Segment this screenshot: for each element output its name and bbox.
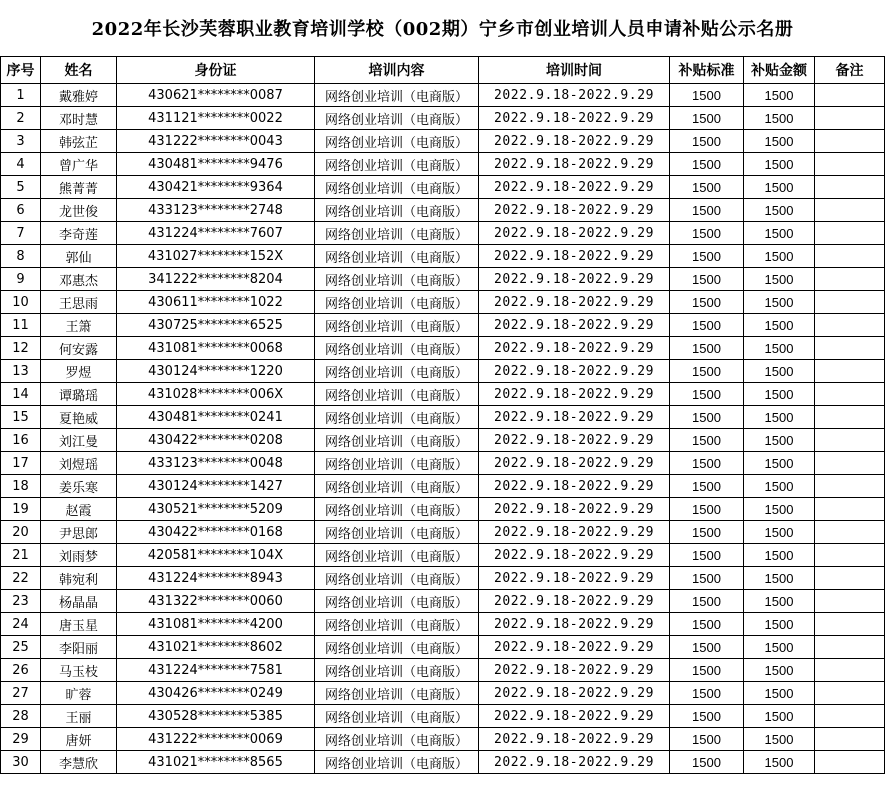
cell-course: 网络创业培训（电商版） bbox=[315, 590, 479, 613]
cell-training-time: 2022.9.18-2022.9.29 bbox=[479, 498, 670, 521]
cell-course: 网络创业培训（电商版） bbox=[315, 222, 479, 245]
cell-subsidy-standard: 1500 bbox=[670, 659, 744, 682]
cell-name: 郭仙 bbox=[41, 245, 117, 268]
cell-subsidy-amount: 1500 bbox=[744, 590, 815, 613]
cell-subsidy-amount: 1500 bbox=[744, 659, 815, 682]
cell-training-time: 2022.9.18-2022.9.29 bbox=[479, 337, 670, 360]
cell-name: 韩宛利 bbox=[41, 567, 117, 590]
cell-id-number: 431021********8565 bbox=[117, 751, 315, 774]
cell-id-number: 431027********152X bbox=[117, 245, 315, 268]
cell-remark bbox=[815, 705, 885, 728]
cell-training-time: 2022.9.18-2022.9.29 bbox=[479, 406, 670, 429]
cell-subsidy-standard: 1500 bbox=[670, 544, 744, 567]
cell-remark bbox=[815, 544, 885, 567]
cell-course: 网络创业培训（电商版） bbox=[315, 360, 479, 383]
cell-subsidy-standard: 1500 bbox=[670, 130, 744, 153]
cell-remark bbox=[815, 406, 885, 429]
cell-training-time: 2022.9.18-2022.9.29 bbox=[479, 751, 670, 774]
cell-remark bbox=[815, 268, 885, 291]
cell-id-number: 431081********0068 bbox=[117, 337, 315, 360]
cell-remark bbox=[815, 613, 885, 636]
table-row bbox=[1, 199, 885, 222]
cell-training-time: 2022.9.18-2022.9.29 bbox=[479, 521, 670, 544]
cell-subsidy-amount: 1500 bbox=[744, 245, 815, 268]
cell-course: 网络创业培训（电商版） bbox=[315, 268, 479, 291]
cell-id-number: 430422********0208 bbox=[117, 429, 315, 452]
cell-training-time: 2022.9.18-2022.9.29 bbox=[479, 705, 670, 728]
cell-course: 网络创业培训（电商版） bbox=[315, 728, 479, 751]
cell-no: 25 bbox=[1, 636, 41, 659]
cell-remark bbox=[815, 751, 885, 774]
table-row bbox=[1, 452, 885, 475]
cell-id-number: 430481********9476 bbox=[117, 153, 315, 176]
cell-training-time: 2022.9.18-2022.9.29 bbox=[479, 84, 670, 107]
table-row bbox=[1, 383, 885, 406]
cell-course: 网络创业培训（电商版） bbox=[315, 498, 479, 521]
table-row bbox=[1, 613, 885, 636]
cell-remark bbox=[815, 636, 885, 659]
cell-course: 网络创业培训（电商版） bbox=[315, 291, 479, 314]
cell-subsidy-amount: 1500 bbox=[744, 751, 815, 774]
table-row bbox=[1, 314, 885, 337]
cell-id-number: 431224********7607 bbox=[117, 222, 315, 245]
cell-id-number: 430124********1220 bbox=[117, 360, 315, 383]
cell-no: 7 bbox=[1, 222, 41, 245]
table-row bbox=[1, 475, 885, 498]
cell-subsidy-standard: 1500 bbox=[670, 314, 744, 337]
cell-subsidy-standard: 1500 bbox=[670, 337, 744, 360]
cell-course: 网络创业培训（电商版） bbox=[315, 245, 479, 268]
cell-name: 韩弦芷 bbox=[41, 130, 117, 153]
cell-course: 网络创业培训（电商版） bbox=[315, 475, 479, 498]
cell-subsidy-amount: 1500 bbox=[744, 107, 815, 130]
cell-name: 曾广华 bbox=[41, 153, 117, 176]
table-row bbox=[1, 498, 885, 521]
cell-remark bbox=[815, 222, 885, 245]
cell-remark bbox=[815, 383, 885, 406]
cell-subsidy-amount: 1500 bbox=[744, 153, 815, 176]
col-header-standard: 补贴标准 bbox=[670, 57, 744, 84]
cell-training-time: 2022.9.18-2022.9.29 bbox=[479, 153, 670, 176]
table-row bbox=[1, 544, 885, 567]
cell-no: 27 bbox=[1, 682, 41, 705]
cell-subsidy-standard: 1500 bbox=[670, 475, 744, 498]
cell-name: 赵霞 bbox=[41, 498, 117, 521]
cell-remark bbox=[815, 429, 885, 452]
cell-training-time: 2022.9.18-2022.9.29 bbox=[479, 613, 670, 636]
cell-remark bbox=[815, 521, 885, 544]
cell-no: 26 bbox=[1, 659, 41, 682]
cell-subsidy-standard: 1500 bbox=[670, 751, 744, 774]
cell-no: 2 bbox=[1, 107, 41, 130]
cell-course: 网络创业培训（电商版） bbox=[315, 452, 479, 475]
cell-name: 马玉枝 bbox=[41, 659, 117, 682]
cell-subsidy-amount: 1500 bbox=[744, 475, 815, 498]
cell-name: 李奇莲 bbox=[41, 222, 117, 245]
cell-name: 尹思郎 bbox=[41, 521, 117, 544]
cell-training-time: 2022.9.18-2022.9.29 bbox=[479, 567, 670, 590]
cell-name: 王箫 bbox=[41, 314, 117, 337]
cell-remark bbox=[815, 107, 885, 130]
cell-subsidy-amount: 1500 bbox=[744, 222, 815, 245]
cell-subsidy-amount: 1500 bbox=[744, 130, 815, 153]
cell-subsidy-standard: 1500 bbox=[670, 107, 744, 130]
cell-training-time: 2022.9.18-2022.9.29 bbox=[479, 544, 670, 567]
cell-course: 网络创业培训（电商版） bbox=[315, 314, 479, 337]
cell-subsidy-amount: 1500 bbox=[744, 84, 815, 107]
col-header-course: 培训内容 bbox=[315, 57, 479, 84]
cell-name: 王思雨 bbox=[41, 291, 117, 314]
cell-training-time: 2022.9.18-2022.9.29 bbox=[479, 199, 670, 222]
cell-no: 3 bbox=[1, 130, 41, 153]
cell-no: 6 bbox=[1, 199, 41, 222]
cell-training-time: 2022.9.18-2022.9.29 bbox=[479, 383, 670, 406]
table-row bbox=[1, 337, 885, 360]
table-row bbox=[1, 728, 885, 751]
cell-name: 夏艳威 bbox=[41, 406, 117, 429]
cell-name: 王丽 bbox=[41, 705, 117, 728]
cell-training-time: 2022.9.18-2022.9.29 bbox=[479, 130, 670, 153]
cell-course: 网络创业培训（电商版） bbox=[315, 383, 479, 406]
cell-no: 29 bbox=[1, 728, 41, 751]
cell-subsidy-standard: 1500 bbox=[670, 84, 744, 107]
cell-name: 熊菁菁 bbox=[41, 176, 117, 199]
table-row bbox=[1, 84, 885, 107]
cell-no: 20 bbox=[1, 521, 41, 544]
cell-training-time: 2022.9.18-2022.9.29 bbox=[479, 590, 670, 613]
table-row bbox=[1, 659, 885, 682]
cell-id-number: 431081********4200 bbox=[117, 613, 315, 636]
cell-no: 1 bbox=[1, 84, 41, 107]
cell-course: 网络创业培训（电商版） bbox=[315, 705, 479, 728]
document-title: 2022年长沙芙蓉职业教育培训学校（002期）宁乡市创业培训人员申请补贴公示名册 bbox=[91, 19, 794, 40]
cell-subsidy-amount: 1500 bbox=[744, 636, 815, 659]
cell-course: 网络创业培训（电商版） bbox=[315, 337, 479, 360]
cell-no: 24 bbox=[1, 613, 41, 636]
cell-name: 罗煜 bbox=[41, 360, 117, 383]
cell-course: 网络创业培训（电商版） bbox=[315, 406, 479, 429]
cell-subsidy-amount: 1500 bbox=[744, 406, 815, 429]
cell-id-number: 431121********0022 bbox=[117, 107, 315, 130]
table-row bbox=[1, 682, 885, 705]
cell-no: 22 bbox=[1, 567, 41, 590]
cell-subsidy-standard: 1500 bbox=[670, 360, 744, 383]
cell-id-number: 341222********8204 bbox=[117, 268, 315, 291]
cell-subsidy-standard: 1500 bbox=[670, 406, 744, 429]
cell-subsidy-amount: 1500 bbox=[744, 291, 815, 314]
cell-course: 网络创业培训（电商版） bbox=[315, 429, 479, 452]
cell-course: 网络创业培训（电商版） bbox=[315, 636, 479, 659]
cell-id-number: 430611********1022 bbox=[117, 291, 315, 314]
cell-subsidy-standard: 1500 bbox=[670, 245, 744, 268]
cell-subsidy-standard: 1500 bbox=[670, 636, 744, 659]
cell-training-time: 2022.9.18-2022.9.29 bbox=[479, 107, 670, 130]
cell-name: 李慧欣 bbox=[41, 751, 117, 774]
subsidy-roster-table bbox=[0, 56, 885, 774]
cell-course: 网络创业培训（电商版） bbox=[315, 107, 479, 130]
cell-name: 邓时慧 bbox=[41, 107, 117, 130]
cell-id-number: 431222********0043 bbox=[117, 130, 315, 153]
cell-id-number: 431222********0069 bbox=[117, 728, 315, 751]
cell-training-time: 2022.9.18-2022.9.29 bbox=[479, 659, 670, 682]
cell-training-time: 2022.9.18-2022.9.29 bbox=[479, 268, 670, 291]
cell-training-time: 2022.9.18-2022.9.29 bbox=[479, 452, 670, 475]
table-header-row bbox=[1, 57, 885, 84]
cell-subsidy-standard: 1500 bbox=[670, 728, 744, 751]
cell-no: 21 bbox=[1, 544, 41, 567]
cell-no: 18 bbox=[1, 475, 41, 498]
cell-course: 网络创业培训（电商版） bbox=[315, 659, 479, 682]
col-header-id: 身份证 bbox=[117, 57, 315, 84]
cell-name: 李阳丽 bbox=[41, 636, 117, 659]
table-row bbox=[1, 567, 885, 590]
cell-training-time: 2022.9.18-2022.9.29 bbox=[479, 222, 670, 245]
cell-no: 30 bbox=[1, 751, 41, 774]
cell-course: 网络创业培训（电商版） bbox=[315, 84, 479, 107]
cell-subsidy-amount: 1500 bbox=[744, 452, 815, 475]
col-header-remark: 备注 bbox=[815, 57, 885, 84]
cell-subsidy-standard: 1500 bbox=[670, 176, 744, 199]
cell-remark bbox=[815, 314, 885, 337]
table-row bbox=[1, 245, 885, 268]
col-header-amount: 补贴金额 bbox=[744, 57, 815, 84]
cell-id-number: 430426********0249 bbox=[117, 682, 315, 705]
cell-id-number: 430621********0087 bbox=[117, 84, 315, 107]
cell-subsidy-amount: 1500 bbox=[744, 176, 815, 199]
cell-no: 11 bbox=[1, 314, 41, 337]
cell-no: 8 bbox=[1, 245, 41, 268]
cell-id-number: 430124********1427 bbox=[117, 475, 315, 498]
table-row bbox=[1, 153, 885, 176]
cell-no: 15 bbox=[1, 406, 41, 429]
cell-course: 网络创业培训（电商版） bbox=[315, 199, 479, 222]
table-row bbox=[1, 268, 885, 291]
cell-id-number: 430422********0168 bbox=[117, 521, 315, 544]
cell-subsidy-standard: 1500 bbox=[670, 452, 744, 475]
table-row bbox=[1, 429, 885, 452]
cell-no: 28 bbox=[1, 705, 41, 728]
cell-subsidy-amount: 1500 bbox=[744, 268, 815, 291]
cell-training-time: 2022.9.18-2022.9.29 bbox=[479, 360, 670, 383]
cell-subsidy-standard: 1500 bbox=[670, 705, 744, 728]
cell-subsidy-standard: 1500 bbox=[670, 590, 744, 613]
cell-id-number: 430481********0241 bbox=[117, 406, 315, 429]
cell-id-number: 431028********006X bbox=[117, 383, 315, 406]
cell-id-number: 430521********5209 bbox=[117, 498, 315, 521]
cell-name: 姜乐寒 bbox=[41, 475, 117, 498]
cell-subsidy-standard: 1500 bbox=[670, 153, 744, 176]
cell-subsidy-amount: 1500 bbox=[744, 705, 815, 728]
cell-training-time: 2022.9.18-2022.9.29 bbox=[479, 728, 670, 751]
cell-name: 戴雅婷 bbox=[41, 84, 117, 107]
cell-subsidy-amount: 1500 bbox=[744, 728, 815, 751]
cell-name: 龙世俊 bbox=[41, 199, 117, 222]
table-row bbox=[1, 176, 885, 199]
table-row bbox=[1, 360, 885, 383]
cell-course: 网络创业培训（电商版） bbox=[315, 613, 479, 636]
cell-training-time: 2022.9.18-2022.9.29 bbox=[479, 245, 670, 268]
cell-subsidy-amount: 1500 bbox=[744, 314, 815, 337]
cell-name: 谭璐瑶 bbox=[41, 383, 117, 406]
cell-training-time: 2022.9.18-2022.9.29 bbox=[479, 291, 670, 314]
cell-subsidy-amount: 1500 bbox=[744, 682, 815, 705]
cell-name: 旷蓉 bbox=[41, 682, 117, 705]
cell-remark bbox=[815, 245, 885, 268]
cell-remark bbox=[815, 659, 885, 682]
cell-name: 刘煜瑶 bbox=[41, 452, 117, 475]
cell-subsidy-standard: 1500 bbox=[670, 199, 744, 222]
cell-subsidy-standard: 1500 bbox=[670, 383, 744, 406]
cell-course: 网络创业培训（电商版） bbox=[315, 567, 479, 590]
cell-remark bbox=[815, 728, 885, 751]
col-header-no: 序号 bbox=[1, 57, 41, 84]
cell-remark bbox=[815, 475, 885, 498]
cell-no: 10 bbox=[1, 291, 41, 314]
cell-training-time: 2022.9.18-2022.9.29 bbox=[479, 176, 670, 199]
table-row bbox=[1, 590, 885, 613]
cell-subsidy-standard: 1500 bbox=[670, 613, 744, 636]
cell-no: 9 bbox=[1, 268, 41, 291]
cell-id-number: 431224********7581 bbox=[117, 659, 315, 682]
cell-id-number: 420581********104X bbox=[117, 544, 315, 567]
cell-course: 网络创业培训（电商版） bbox=[315, 544, 479, 567]
cell-remark bbox=[815, 452, 885, 475]
cell-id-number: 431224********8943 bbox=[117, 567, 315, 590]
cell-subsidy-amount: 1500 bbox=[744, 383, 815, 406]
cell-no: 4 bbox=[1, 153, 41, 176]
col-header-name: 姓名 bbox=[41, 57, 117, 84]
cell-id-number: 433123********2748 bbox=[117, 199, 315, 222]
cell-id-number: 430528********5385 bbox=[117, 705, 315, 728]
table-row bbox=[1, 406, 885, 429]
cell-id-number: 431021********8602 bbox=[117, 636, 315, 659]
cell-id-number: 430725********6525 bbox=[117, 314, 315, 337]
cell-subsidy-standard: 1500 bbox=[670, 567, 744, 590]
table-row bbox=[1, 291, 885, 314]
table-row bbox=[1, 107, 885, 130]
table-row bbox=[1, 705, 885, 728]
cell-subsidy-standard: 1500 bbox=[670, 498, 744, 521]
cell-no: 13 bbox=[1, 360, 41, 383]
cell-subsidy-amount: 1500 bbox=[744, 544, 815, 567]
cell-subsidy-amount: 1500 bbox=[744, 337, 815, 360]
cell-course: 网络创业培训（电商版） bbox=[315, 130, 479, 153]
cell-remark bbox=[815, 291, 885, 314]
cell-training-time: 2022.9.18-2022.9.29 bbox=[479, 314, 670, 337]
cell-remark bbox=[815, 153, 885, 176]
cell-subsidy-amount: 1500 bbox=[744, 429, 815, 452]
cell-remark bbox=[815, 567, 885, 590]
cell-remark bbox=[815, 337, 885, 360]
cell-subsidy-amount: 1500 bbox=[744, 199, 815, 222]
cell-name: 刘江曼 bbox=[41, 429, 117, 452]
cell-subsidy-standard: 1500 bbox=[670, 222, 744, 245]
cell-course: 网络创业培训（电商版） bbox=[315, 751, 479, 774]
table-row bbox=[1, 751, 885, 774]
cell-no: 12 bbox=[1, 337, 41, 360]
cell-name: 杨晶晶 bbox=[41, 590, 117, 613]
cell-subsidy-standard: 1500 bbox=[670, 429, 744, 452]
cell-course: 网络创业培训（电商版） bbox=[315, 153, 479, 176]
cell-no: 16 bbox=[1, 429, 41, 452]
cell-name: 唐妍 bbox=[41, 728, 117, 751]
cell-no: 17 bbox=[1, 452, 41, 475]
table-row bbox=[1, 222, 885, 245]
cell-training-time: 2022.9.18-2022.9.29 bbox=[479, 429, 670, 452]
cell-no: 19 bbox=[1, 498, 41, 521]
cell-no: 23 bbox=[1, 590, 41, 613]
cell-remark bbox=[815, 590, 885, 613]
cell-subsidy-standard: 1500 bbox=[670, 521, 744, 544]
cell-remark bbox=[815, 84, 885, 107]
cell-remark bbox=[815, 682, 885, 705]
cell-no: 14 bbox=[1, 383, 41, 406]
cell-remark bbox=[815, 360, 885, 383]
cell-training-time: 2022.9.18-2022.9.29 bbox=[479, 682, 670, 705]
cell-name: 唐玉星 bbox=[41, 613, 117, 636]
cell-name: 邓惠杰 bbox=[41, 268, 117, 291]
cell-subsidy-amount: 1500 bbox=[744, 613, 815, 636]
cell-training-time: 2022.9.18-2022.9.29 bbox=[479, 475, 670, 498]
table-row bbox=[1, 636, 885, 659]
table-row bbox=[1, 130, 885, 153]
cell-course: 网络创业培训（电商版） bbox=[315, 682, 479, 705]
cell-remark bbox=[815, 130, 885, 153]
cell-subsidy-standard: 1500 bbox=[670, 268, 744, 291]
cell-id-number: 431322********0060 bbox=[117, 590, 315, 613]
cell-name: 刘雨梦 bbox=[41, 544, 117, 567]
cell-id-number: 433123********0048 bbox=[117, 452, 315, 475]
col-header-time: 培训时间 bbox=[479, 57, 670, 84]
cell-subsidy-standard: 1500 bbox=[670, 682, 744, 705]
cell-id-number: 430421********9364 bbox=[117, 176, 315, 199]
cell-name: 何安露 bbox=[41, 337, 117, 360]
cell-subsidy-amount: 1500 bbox=[744, 567, 815, 590]
cell-remark bbox=[815, 498, 885, 521]
cell-subsidy-amount: 1500 bbox=[744, 498, 815, 521]
cell-training-time: 2022.9.18-2022.9.29 bbox=[479, 636, 670, 659]
cell-remark bbox=[815, 199, 885, 222]
cell-course: 网络创业培训（电商版） bbox=[315, 521, 479, 544]
cell-no: 5 bbox=[1, 176, 41, 199]
cell-subsidy-amount: 1500 bbox=[744, 360, 815, 383]
cell-subsidy-amount: 1500 bbox=[744, 521, 815, 544]
table-row bbox=[1, 521, 885, 544]
cell-course: 网络创业培训（电商版） bbox=[315, 176, 479, 199]
cell-subsidy-standard: 1500 bbox=[670, 291, 744, 314]
cell-remark bbox=[815, 176, 885, 199]
